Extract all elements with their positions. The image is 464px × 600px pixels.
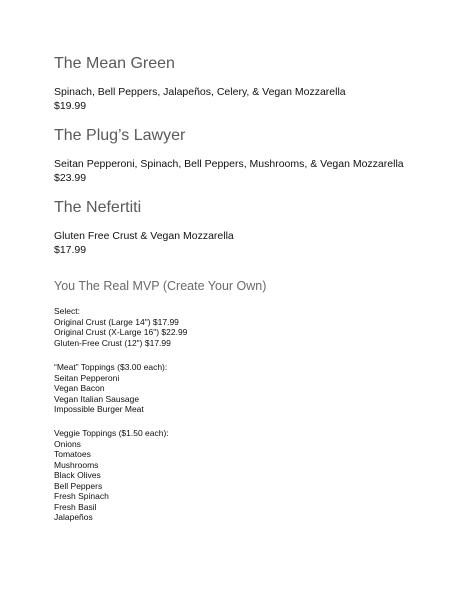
select-label: Select:: [54, 306, 80, 316]
item-title: The Plug’s Lawyer: [54, 127, 186, 144]
topping-item: Bell Peppers: [54, 480, 103, 491]
build-your-own-title: You The Real MVP (Create Your Own): [54, 279, 267, 293]
meat-toppings-label: “Meat” Toppings ($3.00 each):: [54, 362, 168, 372]
topping-item: Fresh Basil: [54, 501, 97, 512]
crust-option: Original Crust (X-Large 16") $22.99: [54, 327, 188, 337]
topping-item: Vegan Bacon: [54, 383, 105, 393]
item-description: Gluten Free Crust & Vegan Mozzarella: [54, 230, 234, 242]
topping-item: Jalapeños: [54, 512, 93, 522]
crust-option: Original Crust (Large 14") $17.99: [54, 316, 179, 327]
item-title: The Mean Green: [54, 55, 175, 72]
veggie-toppings-section: [54, 428, 169, 523]
topping-item: Mushrooms: [54, 459, 99, 470]
item-description: Seitan Pepperoni, Spinach, Bell Peppers, Mushrooms, & Vegan Mozzarella: [54, 158, 404, 170]
item-title: The Nefertiti: [54, 199, 142, 216]
crust-section: [54, 306, 187, 348]
veggie-toppings-label: Veggie Toppings ($1.50 each):: [54, 428, 169, 438]
topping-item: Impossible Burger Meat: [54, 404, 144, 414]
item-price: $17.99: [54, 244, 87, 256]
topping-item: Onions: [54, 438, 81, 449]
meat-toppings-section: [54, 362, 167, 415]
item-price: $19.99: [54, 100, 87, 112]
crust-option: Gluten-Free Crust (12") $17.99: [54, 337, 171, 348]
topping-item: Black Olives: [54, 470, 101, 480]
topping-item: Seitan Pepperoni: [54, 372, 120, 383]
item-description: Spinach, Bell Peppers, Jalapeños, Celery, & Vegan Mozzarella: [54, 86, 346, 98]
item-price: $23.99: [54, 172, 87, 184]
topping-item: Fresh Spinach: [54, 491, 109, 501]
topping-item: Tomatoes: [54, 449, 91, 459]
topping-item: Vegan Italian Sausage: [54, 393, 140, 404]
